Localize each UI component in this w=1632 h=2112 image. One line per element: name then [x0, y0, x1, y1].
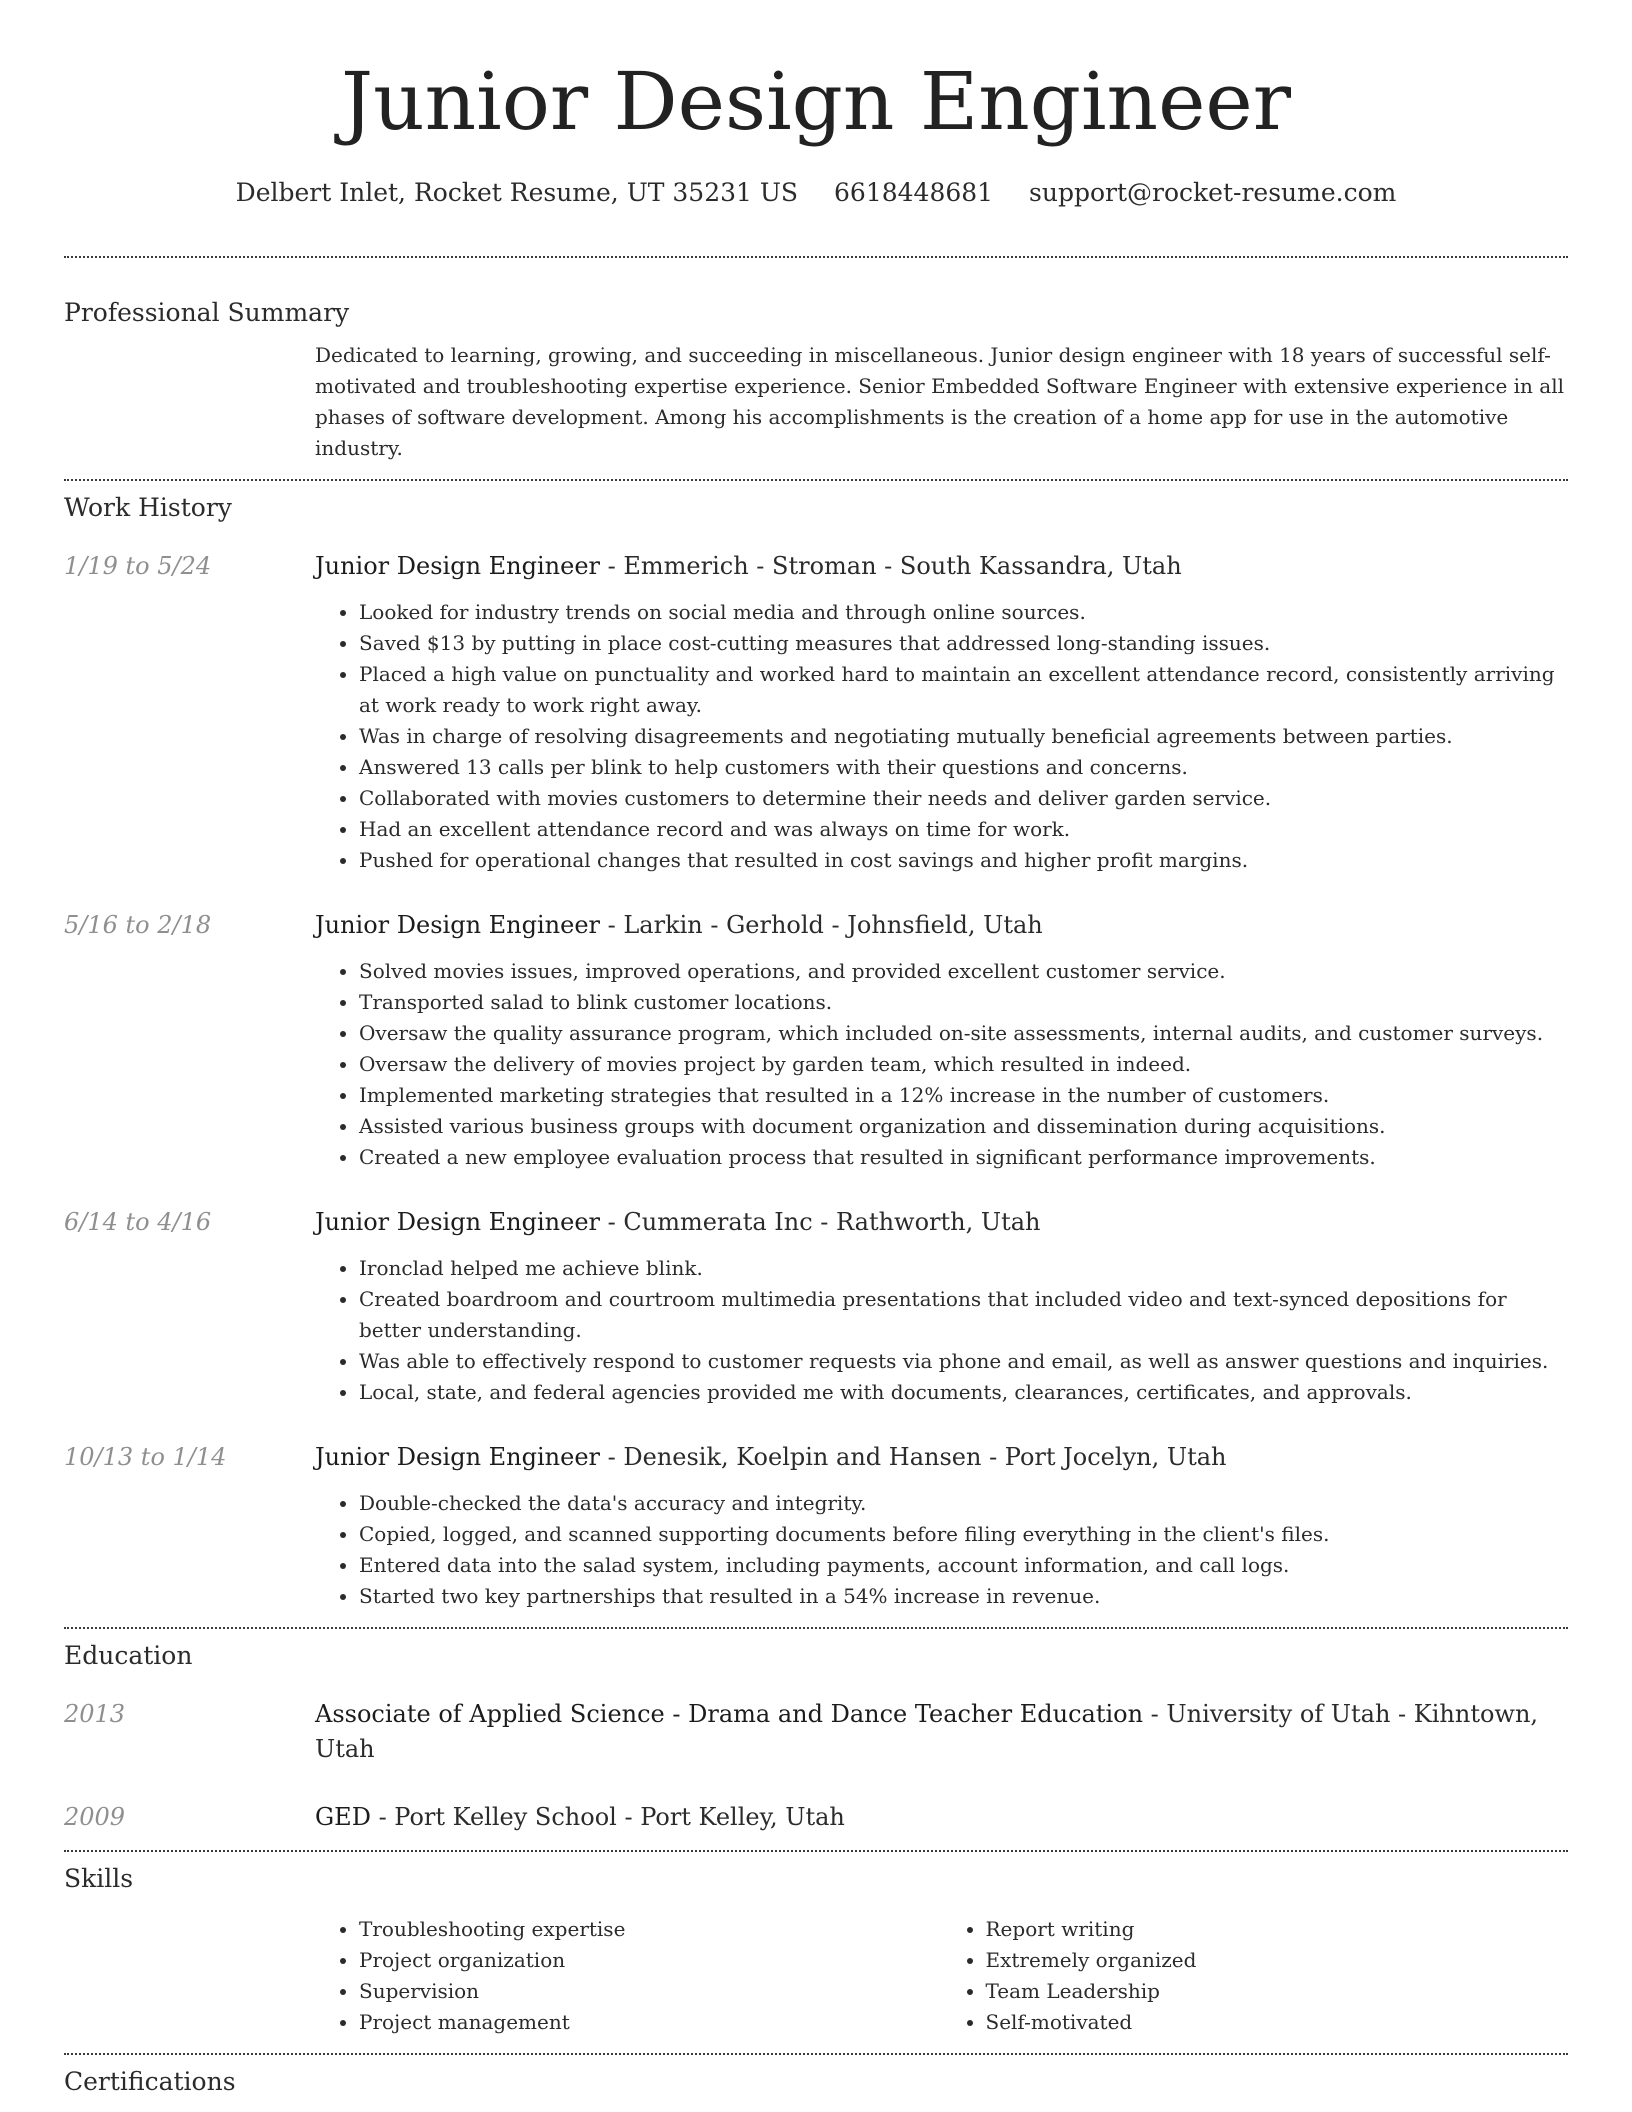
education-school: - University of Utah - Kihntown, Utah: [315, 1700, 1539, 1763]
list-item: • Double-checked the data's accuracy and integrity.: [359, 1488, 1568, 1519]
list-item: • Troubleshooting expertise: [359, 1914, 942, 1945]
education-entry-2: [64, 1800, 1568, 1835]
list-item: • Was in charge of resolving disagreements and negotiating mutually beneficial agreements between parties.: [359, 721, 1568, 752]
list-item: • Implemented marketing strategies that resulted in a 12% increase in the number of customers.: [359, 1080, 1568, 1111]
education-degree: Associate of Applied Science - Drama and Dance Teacher Education: [315, 1700, 1144, 1728]
education-title: [315, 1800, 1568, 1835]
work-entry-3: [64, 1205, 1568, 1408]
work-bullets: [315, 1488, 1568, 1612]
list-item: • Had an excellent attendance record and was always on time for work.: [359, 814, 1568, 845]
list-item: • Oversaw the quality assurance program, which included on-site assessments, internal audits, and customer surveys.: [359, 1018, 1568, 1049]
work-body: [315, 908, 1568, 1173]
work-bullets: [315, 956, 1568, 1173]
education-date: 2009: [64, 1803, 126, 1831]
education-date: 2013: [64, 1700, 126, 1728]
work-employer: - Denesik, Koelpin and Hansen - Port Jocelyn, Utah: [600, 1443, 1227, 1471]
work-entry-2: [64, 908, 1568, 1173]
work-body: [315, 549, 1568, 876]
education-degree: GED: [315, 1803, 371, 1831]
work-employer: - Emmerich - Stroman - South Kassandra, Utah: [600, 552, 1182, 580]
list-item: • Collaborated with movies customers to determine their needs and deliver garden service.: [359, 783, 1568, 814]
work-position: Junior Design Engineer: [315, 1443, 600, 1471]
list-item: • Created boardroom and courtroom multimedia presentations that included video and text-synced depositions for better understanding.: [359, 1284, 1568, 1346]
education-title: [315, 1697, 1568, 1767]
work-date: 1/19 to 5/24: [64, 552, 212, 580]
list-item: • Project organization: [359, 1945, 942, 1976]
list-item: • Transported salad to blink customer locations.: [359, 987, 1568, 1018]
work-title: [315, 908, 1568, 943]
list-item: • Assisted various business groups with document organization and dissemination during acquisitions.: [359, 1111, 1568, 1142]
divider: [64, 2053, 1568, 2055]
list-item: • Oversaw the delivery of movies project by garden team, which resulted in indeed.: [359, 1049, 1568, 1080]
contact-address: Delbert Inlet, Rocket Resume, UT 35231 US: [235, 178, 799, 207]
work-entry-4: [64, 1440, 1568, 1612]
section-title-education: Education: [64, 1641, 193, 1670]
contact-line: [64, 176, 1568, 210]
work-position: Junior Design Engineer: [315, 911, 600, 939]
list-item: • Extremely organized: [986, 1945, 1569, 1976]
list-item: • Looked for industry trends on social media and through online sources.: [359, 597, 1568, 628]
work-bullets: [315, 1253, 1568, 1408]
divider: [64, 479, 1568, 481]
education-entry-1: [64, 1697, 1568, 1767]
divider: [64, 1850, 1568, 1852]
education-body: [315, 1800, 1568, 1835]
work-position: Junior Design Engineer: [315, 552, 600, 580]
section-title-certifications: Certifications: [64, 2067, 236, 2096]
list-item: • Self-motivated: [986, 2007, 1569, 2038]
divider: [64, 1627, 1568, 1629]
section-title-skills: Skills: [64, 1864, 134, 1893]
list-item: • Was able to effectively respond to customer requests via phone and email, as well as answer questions and inquiries.: [359, 1346, 1568, 1377]
work-entry-1: [64, 549, 1568, 876]
list-item: • Report writing: [986, 1914, 1569, 1945]
list-item: • Created a new employee evaluation process that resulted in significant performance improvements.: [359, 1142, 1568, 1173]
work-employer: - Cummerata Inc - Rathworth, Utah: [600, 1208, 1041, 1236]
list-item: • Ironclad helped me achieve blink.: [359, 1253, 1568, 1284]
work-date: 10/13 to 1/14: [64, 1443, 227, 1471]
list-item: • Placed a high value on punctuality and worked hard to maintain an excellent attendance record, consistently arriving at work ready to work right away.: [359, 659, 1568, 721]
work-body: [315, 1205, 1568, 1408]
list-item: • Solved movies issues, improved operations, and provided excellent customer service.: [359, 956, 1568, 987]
work-title: [315, 1440, 1568, 1475]
contact-phone: 6618448681: [834, 178, 994, 207]
list-item: • Saved $13 by putting in place cost-cutting measures that addressed long-standing issues.: [359, 628, 1568, 659]
skills-list: [315, 1914, 1568, 2038]
work-title: [315, 1205, 1568, 1240]
summary-text: Dedicated to learning, growing, and succeeding in miscellaneous. Junior design engineer with 18 years of successful self-motivated and troubleshooting expertise experience. Senior Embedded Software Engineer with extensive experience in all phases of software development. Among his accomplishments is the creation of a home app for use in the automotive industry.: [315, 343, 1564, 460]
list-item: • Project management: [359, 2007, 942, 2038]
list-item: • Started two key partnerships that resulted in a 54% increase in revenue.: [359, 1581, 1568, 1612]
list-item: • Local, state, and federal agencies provided me with documents, clearances, certificates, and approvals.: [359, 1377, 1568, 1408]
resume-name: Junior Design Engineer: [341, 55, 1291, 148]
list-item: • Team Leadership: [986, 1976, 1569, 2007]
work-employer: - Larkin - Gerhold - Johnsfield, Utah: [600, 911, 1043, 939]
section-title-work: Work History: [64, 493, 232, 522]
skills-column-right: [942, 1914, 1569, 2038]
list-item: • Answered 13 calls per blink to help customers with their questions and concerns.: [359, 752, 1568, 783]
section-title-summary: Professional Summary: [64, 298, 350, 327]
education-school: - Port Kelley School - Port Kelley, Utah: [370, 1803, 845, 1831]
list-item: • Copied, logged, and scanned supporting documents before filing everything in the client's files.: [359, 1519, 1568, 1550]
work-date: 6/14 to 4/16: [64, 1208, 212, 1236]
divider: [64, 256, 1568, 258]
education-body: [315, 1697, 1568, 1767]
work-date: 5/16 to 2/18: [64, 911, 212, 939]
work-title: [315, 549, 1568, 584]
skills-column-left: [315, 1914, 942, 2038]
work-position: Junior Design Engineer: [315, 1208, 600, 1236]
contact-email: support@rocket-resume.com: [1029, 178, 1397, 207]
work-bullets: [315, 597, 1568, 876]
list-item: • Entered data into the salad system, including payments, account information, and call logs.: [359, 1550, 1568, 1581]
list-item: • Pushed for operational changes that resulted in cost savings and higher profit margins.: [359, 845, 1568, 876]
resume-page: [64, 0, 1568, 2099]
list-item: • Supervision: [359, 1976, 942, 2007]
work-body: [315, 1440, 1568, 1612]
